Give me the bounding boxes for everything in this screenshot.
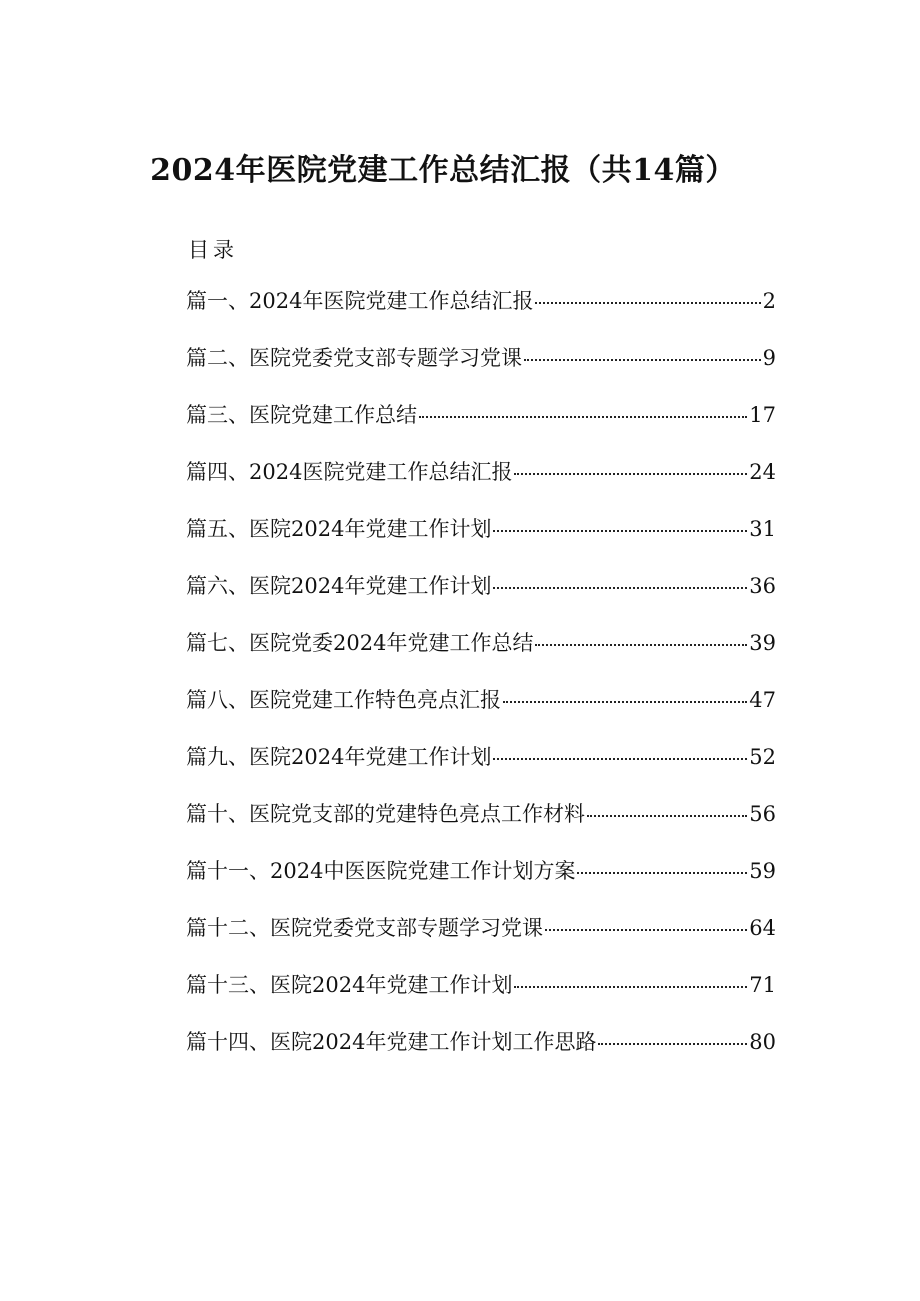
toc-entry-label: 篇六、医院2024年党建工作计划 — [186, 574, 492, 598]
toc-entry[interactable] — [186, 969, 776, 1026]
toc-entry-page-number: 80 — [749, 1030, 776, 1054]
toc-entry[interactable] — [186, 399, 776, 456]
toc-dot-leader — [598, 1043, 747, 1045]
toc-entry-page-number: 24 — [749, 460, 776, 484]
toc-entry-label: 篇一、2024年医院党建工作总结汇报 — [186, 289, 534, 313]
toc-entry-page-number: 17 — [749, 403, 776, 427]
toc-entry-label: 篇五、医院2024年党建工作计划 — [186, 517, 492, 541]
toc-entry-label: 篇三、医院党建工作总结 — [186, 403, 417, 427]
toc-dot-leader — [493, 758, 747, 760]
toc-entry-label: 篇十四、医院2024年党建工作计划工作思路 — [186, 1030, 597, 1054]
toc-entry-page-number: 64 — [749, 916, 776, 940]
toc-entry[interactable] — [186, 513, 776, 570]
toc-entry-label: 篇十、医院党支部的党建特色亮点工作材料 — [186, 802, 585, 826]
document-title: 2024年医院党建工作总结汇报（共14篇） — [150, 153, 736, 188]
toc-entry-label: 篇十二、医院党委党支部专题学习党课 — [186, 916, 543, 940]
toc-entry-label: 篇十三、医院2024年党建工作计划 — [186, 973, 513, 997]
toc-dot-leader — [545, 929, 747, 931]
toc-entry-label: 篇八、医院党建工作特色亮点汇报 — [186, 688, 501, 712]
toc-entry[interactable] — [186, 741, 776, 798]
toc-dot-leader — [524, 359, 761, 361]
toc-entry-page-number: 47 — [749, 688, 776, 712]
toc-entry[interactable] — [186, 798, 776, 855]
toc-entry-label: 篇九、医院2024年党建工作计划 — [186, 745, 492, 769]
toc-dot-leader — [577, 872, 747, 874]
toc-entry-page-number: 52 — [749, 745, 776, 769]
toc-entry-page-number: 39 — [749, 631, 776, 655]
toc-dot-leader — [493, 587, 747, 589]
toc-entry-label: 篇二、医院党委党支部专题学习党课 — [186, 346, 522, 370]
toc-entry[interactable] — [186, 1026, 776, 1083]
toc-entry-page-number: 71 — [749, 973, 776, 997]
toc-dot-leader — [514, 986, 747, 988]
toc-entry-page-number: 59 — [749, 859, 776, 883]
toc-entry[interactable] — [186, 912, 776, 969]
toc-entry[interactable] — [186, 684, 776, 741]
toc-dot-leader — [587, 815, 747, 817]
toc-entry[interactable] — [186, 855, 776, 912]
toc-dot-leader — [493, 530, 747, 532]
toc-entry[interactable] — [186, 285, 776, 342]
toc-dot-leader — [419, 416, 747, 418]
toc-entry[interactable] — [186, 570, 776, 627]
toc-entry-page-number: 9 — [762, 346, 776, 370]
toc-entry-page-number: 36 — [749, 574, 776, 598]
toc-entry[interactable] — [186, 456, 776, 513]
toc-dot-leader — [535, 302, 760, 304]
toc-entry[interactable] — [186, 627, 776, 684]
toc-entry-page-number: 2 — [762, 289, 776, 313]
toc-entry-page-number: 56 — [749, 802, 776, 826]
toc-entry[interactable] — [186, 342, 776, 399]
toc-dot-leader — [503, 701, 747, 703]
toc-entry-label: 篇四、2024医院党建工作总结汇报 — [186, 460, 513, 484]
toc-dot-leader — [514, 473, 747, 475]
table-of-contents — [186, 285, 776, 1083]
toc-entry-page-number: 31 — [749, 517, 776, 541]
toc-dot-leader — [535, 644, 747, 646]
toc-entry-label: 篇十一、2024中医医院党建工作计划方案 — [186, 859, 576, 883]
toc-heading: 目录 — [188, 238, 238, 262]
toc-entry-label: 篇七、医院党委2024年党建工作总结 — [186, 631, 534, 655]
